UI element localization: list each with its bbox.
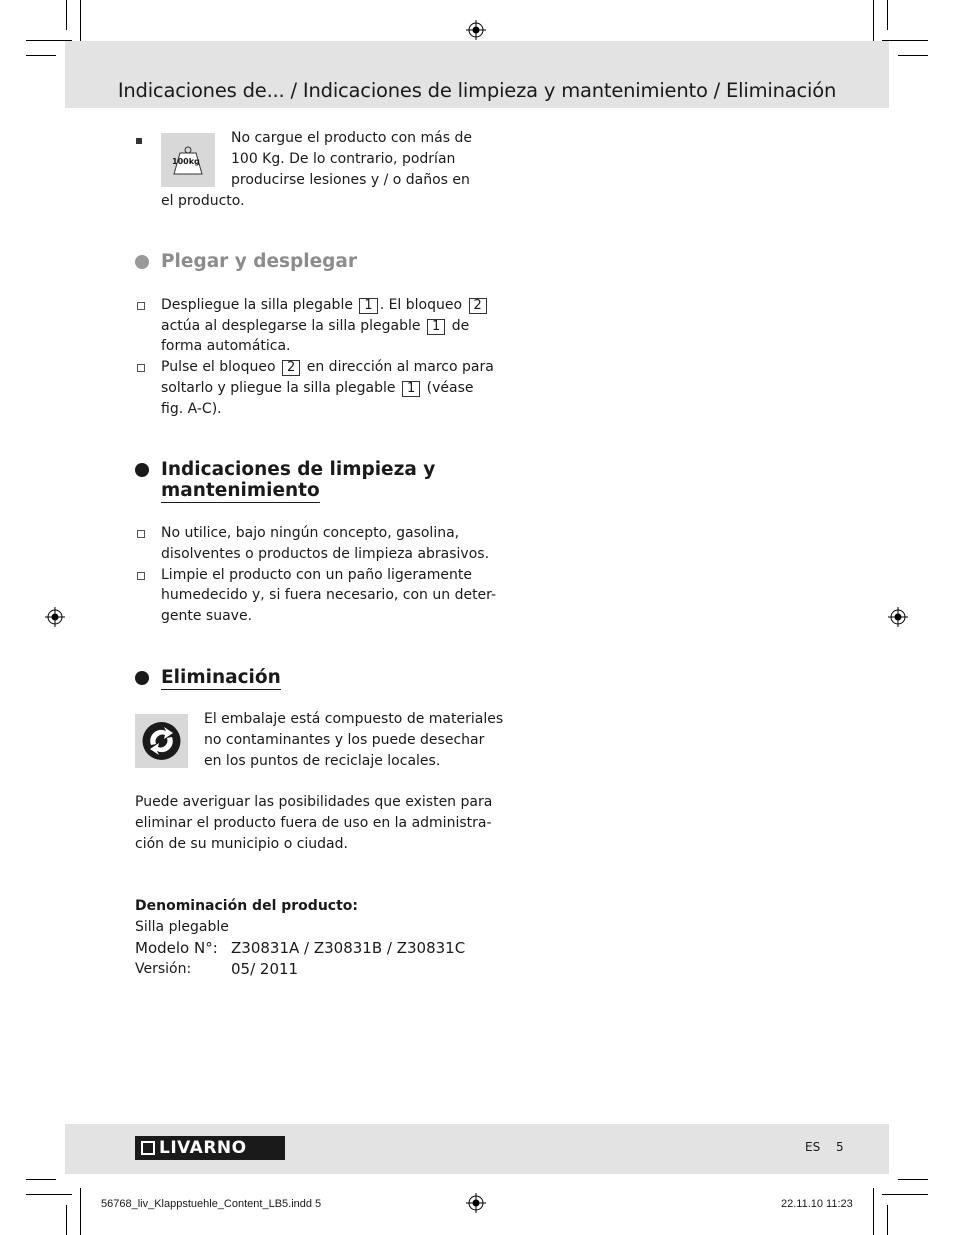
page-number: 5 xyxy=(836,1140,844,1154)
clean-item-line: No utilice, bajo ningún concepto, gasolina, xyxy=(161,525,460,541)
header-band xyxy=(65,41,889,108)
clean-item-line: humedecido y, si fuera necesario, con un deter- xyxy=(161,587,497,603)
recycle-line: en los puntos de reciclaje locales. xyxy=(204,753,441,769)
intro-line: el producto. xyxy=(161,193,245,209)
registration-mark-icon xyxy=(888,607,908,627)
version-label: Versión: xyxy=(135,961,192,977)
clean-item-line: gente suave. xyxy=(161,608,253,624)
fold-item-line: actúa al desplegarse la silla plegable 1 de xyxy=(161,318,470,334)
section-title-clean: Indicaciones de limpieza y mantenimiento xyxy=(161,459,436,501)
clean-item-line: Limpie el producto con un paño ligeramente xyxy=(161,567,472,583)
section-title-disposal: Eliminación xyxy=(161,667,281,688)
version-value: 05/ 2011 xyxy=(231,960,299,978)
section-bullet-icon xyxy=(135,255,149,269)
fold-item-line: fig. A-C). xyxy=(161,401,222,417)
brand-logo: LIVARNO xyxy=(135,1136,285,1160)
bullet-square-icon xyxy=(136,138,142,144)
model-value: Z30831A / Z30831B / Z30831C xyxy=(231,939,466,957)
section-bullet-icon xyxy=(135,463,149,477)
recycle-line: El embalaje está compuesto de materiales xyxy=(204,711,504,727)
fold-item-line: soltarlo y pliegue la silla plegable 1 (véase xyxy=(161,380,474,396)
slug-filename: 56768_liv_Klappstuehle_Content_LB5.indd 5 xyxy=(101,1198,322,1210)
ref-number: 2 xyxy=(469,298,487,314)
registration-mark-icon xyxy=(466,20,486,40)
clean-item-line: disolventes o productos de limpieza abrasivos. xyxy=(161,546,490,562)
registration-mark-icon xyxy=(45,607,65,627)
recycle-line: no contaminantes y los puede desechar xyxy=(204,732,485,748)
fold-item-line: forma automática. xyxy=(161,338,291,354)
section-bullet-icon xyxy=(135,671,149,685)
page-title: Indicaciones de... / Indicaciones de limpieza y mantenimiento / Eliminación xyxy=(117,79,837,102)
disposal-line: eliminar el producto fuera de uso en la administra- xyxy=(135,815,492,831)
weight-limit-icon xyxy=(161,133,215,187)
model-label: Modelo N°: xyxy=(135,939,218,957)
checkbox-bullet-icon xyxy=(137,530,145,538)
green-dot-recycle-icon xyxy=(135,714,188,768)
weight-label: 100kg xyxy=(172,157,200,166)
fold-item-line: Despliegue la silla plegable 1 . El bloqueo 2 xyxy=(161,295,489,316)
disposal-line: Puede averiguar las posibilidades que existen para xyxy=(135,794,493,810)
ref-number: 1 xyxy=(427,319,445,335)
checkbox-bullet-icon xyxy=(137,364,145,372)
fold-item-line: Pulse el bloqueo 2 en dirección al marco para xyxy=(161,359,494,375)
slug-date: 22.11.10 11:23 xyxy=(781,1198,853,1210)
product-name: Silla plegable xyxy=(135,919,229,935)
intro-line: No cargue el producto con más de xyxy=(231,130,472,146)
section-title-fold: Plegar y desplegar xyxy=(161,251,358,272)
disposal-line: ción de su municipio o ciudad. xyxy=(135,836,348,852)
ref-number: 1 xyxy=(402,381,420,397)
ref-number: 1 xyxy=(359,298,377,314)
checkbox-bullet-icon xyxy=(137,572,145,580)
registration-mark-icon xyxy=(466,1193,486,1213)
intro-line: producirse lesiones y / o daños en xyxy=(231,172,470,188)
ref-number: 2 xyxy=(282,360,300,376)
language-code: ES xyxy=(805,1140,821,1154)
product-heading: Denominación del producto: xyxy=(135,898,358,914)
footer-band xyxy=(65,1124,889,1174)
intro-line: 100 Kg. De lo contrario, podrían xyxy=(231,151,456,167)
checkbox-bullet-icon xyxy=(137,302,145,310)
